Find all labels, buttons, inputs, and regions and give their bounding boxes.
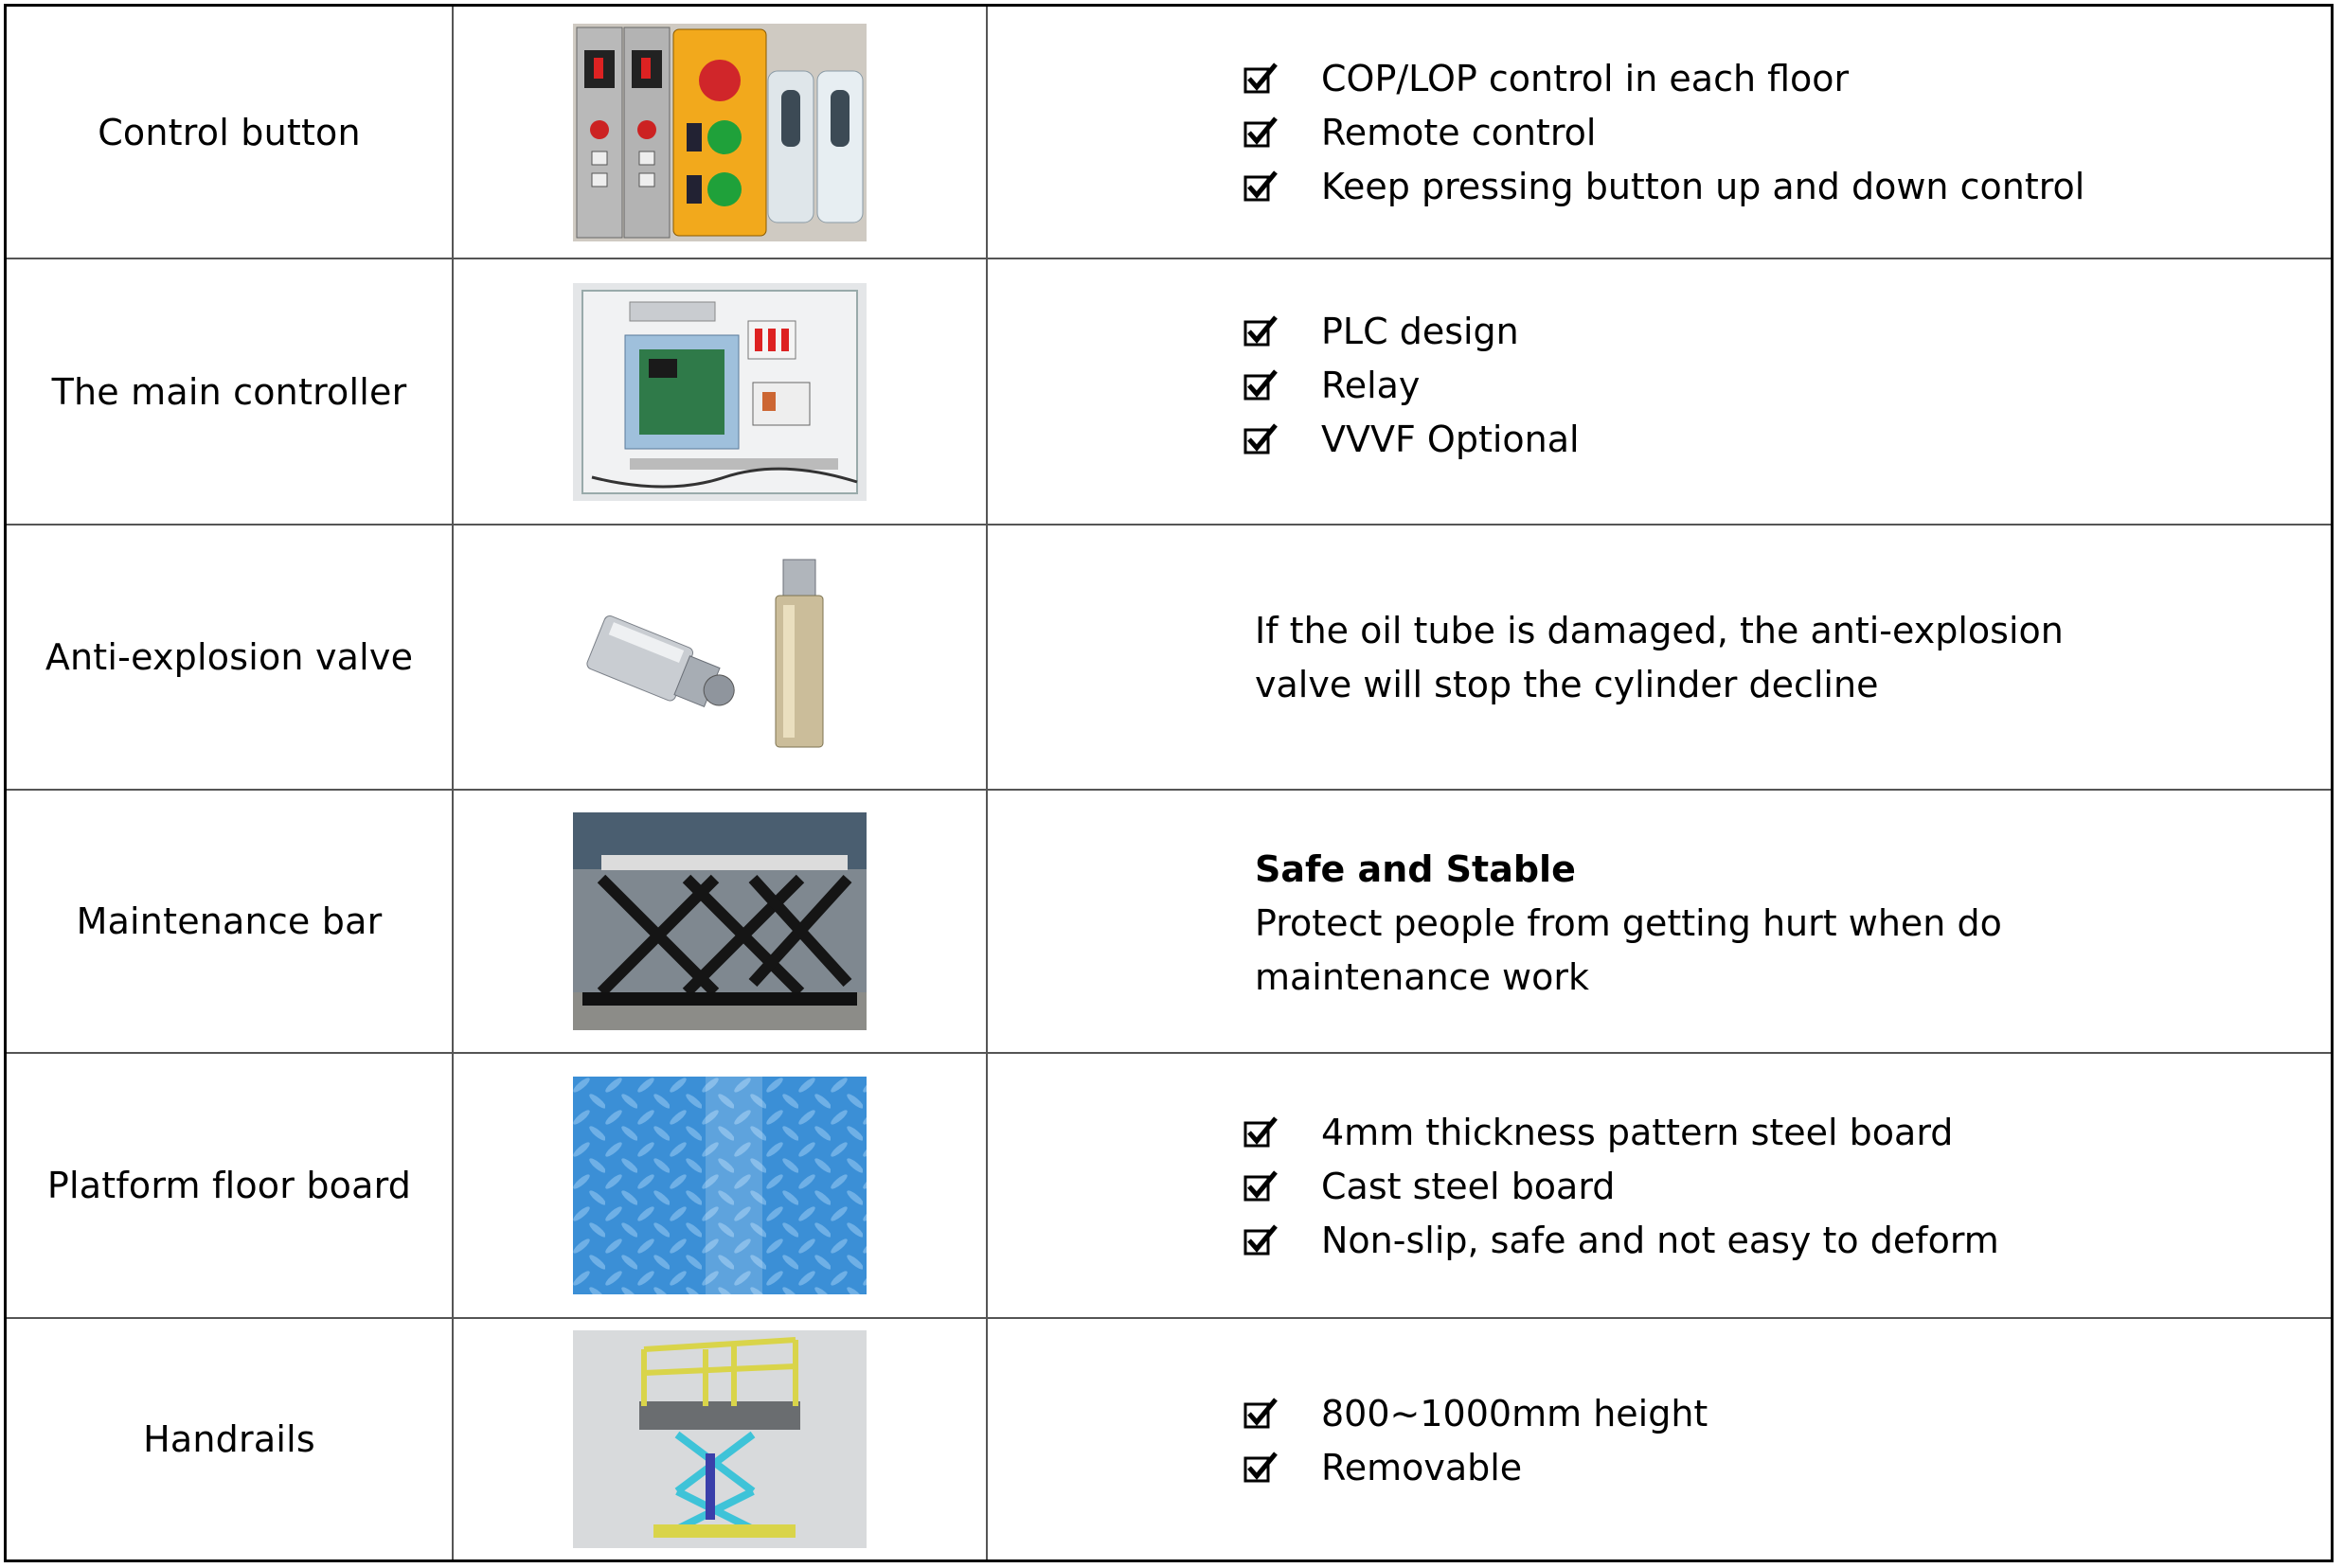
check-text: 800~1000mm height [1321, 1392, 1708, 1434]
table-row [7, 524, 2331, 789]
feature-name: Anti-explosion valve [45, 636, 414, 678]
checkmark-box-icon [1243, 368, 1278, 402]
feature-name: Platform floor board [46, 1165, 412, 1206]
feature-name: The main controller [51, 370, 407, 413]
check-text: Non-slip, safe and not easy to deform [1321, 1219, 1999, 1261]
photo-cell [454, 7, 988, 258]
feature-cell [7, 7, 454, 258]
platform-floor-board-photo [573, 1077, 867, 1294]
description-cell [988, 1319, 2331, 1559]
check-text: Cast steel board [1321, 1165, 1616, 1207]
check-text: COP/LOP control in each floor [1321, 57, 1850, 99]
feature-cell [7, 791, 454, 1052]
check-text: Keep pressing button up and down control [1321, 165, 2085, 207]
checkmark-box-icon [1243, 169, 1278, 204]
list-item [1243, 1105, 1999, 1159]
table-row [7, 1317, 2331, 1559]
list-item [1243, 1213, 1999, 1267]
list-item [1243, 304, 1580, 358]
feature-name: Maintenance bar [76, 900, 383, 942]
main-controller-photo [573, 283, 867, 501]
description-cell [988, 1054, 2331, 1317]
check-text: PLC design [1321, 310, 1519, 352]
description-line: valve will stop the cylinder decline [1255, 664, 1879, 705]
list-item [1243, 358, 1580, 412]
photo-cell [454, 791, 988, 1052]
check-list [1243, 304, 1580, 466]
anti-explosion-valve-photo [573, 548, 867, 766]
list-item [1243, 159, 2084, 213]
photo-cell [454, 526, 988, 789]
description-heading: Safe and Stable [1255, 848, 1576, 890]
description-line: Protect people from getting hurt when do [1255, 902, 2002, 944]
maintenance-bar-photo [573, 812, 867, 1030]
checkmark-box-icon [1243, 1223, 1278, 1257]
list-item [1243, 412, 1580, 466]
check-text: Remote control [1321, 111, 1597, 153]
check-list [1243, 1105, 1999, 1267]
description-text [1255, 604, 2316, 712]
feature-name: Handrails [143, 1418, 315, 1460]
table-row [7, 258, 2331, 524]
list-item [1243, 105, 2084, 159]
description-line: maintenance work [1255, 956, 1589, 998]
photo-cell [454, 1054, 988, 1317]
table-row [7, 7, 2331, 258]
checkmark-box-icon [1243, 1451, 1278, 1485]
check-list [1243, 1386, 1708, 1494]
check-text: Removable [1321, 1446, 1523, 1488]
check-text: Relay [1321, 364, 1421, 406]
list-item [1243, 51, 2084, 105]
checkmark-box-icon [1243, 422, 1278, 456]
feature-cell [7, 1054, 454, 1317]
feature-cell [7, 259, 454, 524]
control-button-photo [573, 24, 867, 241]
table-row [7, 789, 2331, 1052]
check-text: 4mm thickness pattern steel board [1321, 1111, 1954, 1153]
checkmark-box-icon [1243, 1115, 1278, 1149]
feature-cell [7, 526, 454, 789]
check-list [1243, 51, 2084, 213]
checkmark-box-icon [1243, 62, 1278, 96]
feature-cell [7, 1319, 454, 1559]
feature-name: Control button [98, 111, 361, 153]
spec-table [4, 4, 2334, 1562]
list-item [1243, 1440, 1708, 1494]
description-cell [988, 7, 2331, 258]
description-line: If the oil tube is damaged, the anti-explosion [1255, 610, 2064, 651]
checkmark-box-icon [1243, 1397, 1278, 1431]
checkmark-box-icon [1243, 314, 1278, 348]
description-cell [988, 526, 2331, 789]
checkmark-box-icon [1243, 1169, 1278, 1203]
check-text: VVVF Optional [1321, 418, 1580, 460]
description-cell [988, 259, 2331, 524]
description-text [1255, 843, 2316, 1005]
checkmark-box-icon [1243, 116, 1278, 150]
list-item [1243, 1386, 1708, 1440]
description-cell [988, 791, 2331, 1052]
handrails-photo [573, 1330, 867, 1548]
photo-cell [454, 1319, 988, 1559]
photo-cell [454, 259, 988, 524]
table-row [7, 1052, 2331, 1317]
list-item [1243, 1159, 1999, 1213]
